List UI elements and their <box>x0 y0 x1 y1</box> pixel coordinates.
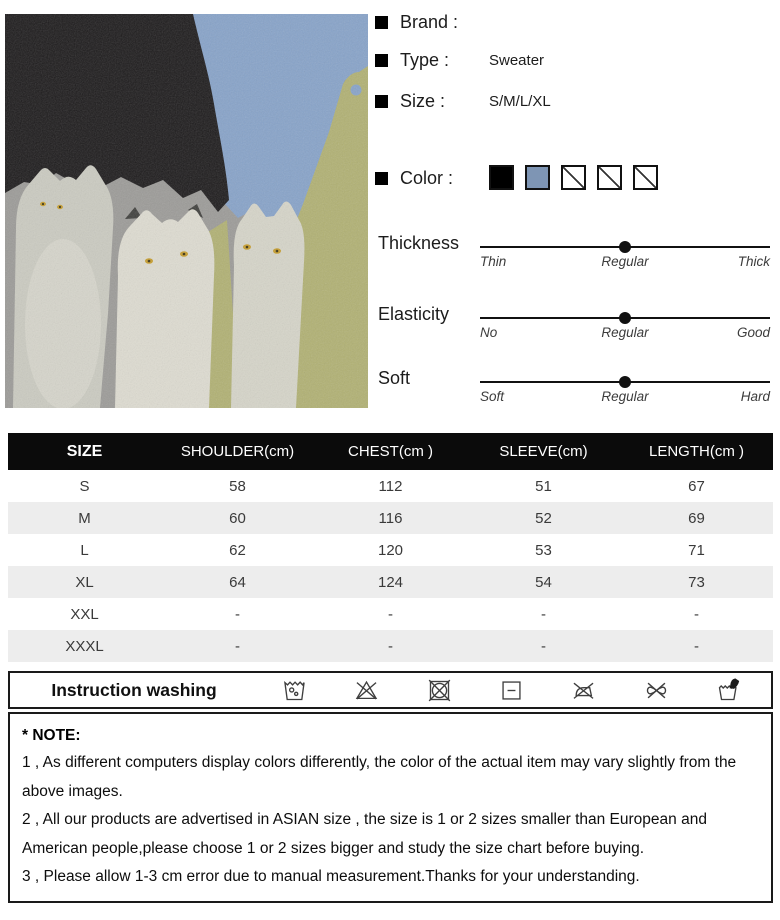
size-row <box>375 91 551 112</box>
cell: - <box>541 637 546 655</box>
dry-flat-icon <box>498 677 525 704</box>
cell: S <box>79 477 90 495</box>
cell: 71 <box>688 541 705 559</box>
elasticity-track <box>480 317 770 319</box>
color-label: Color : <box>400 168 454 188</box>
bullet-square-icon <box>375 95 388 108</box>
soft-slider <box>375 368 775 428</box>
col-shoulder: SHOULDER(cm) <box>161 433 314 470</box>
color-option-4-swatch <box>597 165 622 190</box>
brand-row <box>375 12 489 33</box>
note-line-2: 2 , All our products are advertised in ASIAN size , the size is 1 or 2 sizes smaller than European and American people,please choose 1 or 2 sizes bigger and study the size chart before buying. <box>22 811 707 857</box>
cell: - <box>694 605 699 623</box>
table-row-xl <box>8 566 773 598</box>
cell: 64 <box>229 573 246 591</box>
do-not-tumble-dry-icon <box>426 677 453 704</box>
cell: - <box>388 637 393 655</box>
bullet-square-icon <box>375 16 388 29</box>
soft-min-label: Soft <box>480 389 505 404</box>
note-line-3: 3 , Please allow 1-3 cm error due to manual measurement.Thanks for your understanding. <box>22 868 640 885</box>
cell: 52 <box>535 509 552 527</box>
thickness-mid-label: Regular <box>601 254 649 269</box>
col-chest: CHEST(cm ) <box>314 433 467 470</box>
size-chart-header-row <box>8 433 773 470</box>
cell: 51 <box>535 477 552 495</box>
note-title: * NOTE: <box>22 727 81 744</box>
cell: - <box>388 605 393 623</box>
machine-wash-icon <box>281 677 308 704</box>
cell: 53 <box>535 541 552 559</box>
do-not-wring-icon <box>643 677 670 704</box>
cell: L <box>80 541 89 559</box>
cell: - <box>235 605 240 623</box>
cell: - <box>694 637 699 655</box>
brand-label: Brand : <box>400 12 459 32</box>
thickness-slider <box>375 233 775 293</box>
cell: 54 <box>535 573 552 591</box>
bullet-square-icon <box>375 54 388 67</box>
cell: - <box>235 637 240 655</box>
type-label: Type : <box>400 50 450 70</box>
thickness-knob-icon <box>619 241 631 253</box>
color-option-3-swatch <box>561 165 586 190</box>
table-row-m <box>8 502 773 534</box>
cell: - <box>541 605 546 623</box>
cell: 58 <box>229 477 246 495</box>
product-photo <box>5 14 368 408</box>
soft-max-label: Hard <box>740 389 770 404</box>
col-length: LENGTH(cm ) <box>620 433 773 470</box>
elasticity-mid-label: Regular <box>601 325 649 340</box>
cell: 112 <box>378 477 403 495</box>
cell: 116 <box>378 509 403 527</box>
col-size: SIZE <box>8 433 161 470</box>
color-black-swatch <box>489 165 514 190</box>
size-label: Size : <box>400 91 446 111</box>
thickness-label: Thickness <box>378 233 460 253</box>
washing-icons <box>258 677 771 704</box>
color-swatches <box>489 165 658 190</box>
sweater-photo-illustration <box>5 14 368 408</box>
cell: M <box>78 509 91 527</box>
hand-wash-icon <box>715 677 742 704</box>
color-row <box>375 168 658 190</box>
col-sleeve: SLEEVE(cm) <box>467 433 620 470</box>
cell: 62 <box>229 541 246 559</box>
thickness-min-label: Thin <box>480 254 507 269</box>
note-box <box>8 712 773 903</box>
table-row-s <box>8 470 773 502</box>
cell: XXXL <box>65 637 104 655</box>
color-option-5-swatch <box>633 165 658 190</box>
cell: XL <box>75 573 94 591</box>
soft-label: Soft <box>378 368 411 388</box>
elasticity-min-label: No <box>480 325 498 340</box>
note-line-1: 1 , As different computers display colors differently, the color of the actual item may vary slightly from the above images. <box>22 754 737 800</box>
type-value: Sweater <box>489 52 545 69</box>
color-blue-swatch <box>525 165 550 190</box>
size-value: S/M/L/XL <box>489 93 551 110</box>
cell: XXL <box>70 605 99 623</box>
soft-knob-icon <box>619 376 631 388</box>
cell: 69 <box>688 509 705 527</box>
elasticity-label: Elasticity <box>378 304 450 324</box>
elasticity-max-label: Good <box>736 325 770 340</box>
elasticity-knob-icon <box>619 312 631 324</box>
washing-instructions-bar <box>8 671 773 709</box>
soft-track <box>480 381 770 383</box>
washing-title: Instruction washing <box>51 679 217 700</box>
table-row-xxxl <box>8 630 773 662</box>
do-not-iron-icon <box>570 677 597 704</box>
thickness-track <box>480 246 770 248</box>
cell: 124 <box>377 573 404 591</box>
cell: 60 <box>229 509 246 527</box>
cell: 73 <box>688 573 705 591</box>
table-row-xxl <box>8 598 773 630</box>
thickness-max-label: Thick <box>737 254 770 269</box>
table-row-l <box>8 534 773 566</box>
do-not-bleach-icon <box>353 677 380 704</box>
type-row <box>375 50 544 71</box>
cell: 67 <box>688 477 705 495</box>
elasticity-slider <box>375 304 775 364</box>
cell: 120 <box>377 541 404 559</box>
size-chart-table <box>8 433 773 662</box>
product-info-panel <box>375 0 775 420</box>
bullet-square-icon <box>375 172 388 185</box>
soft-mid-label: Regular <box>601 389 649 404</box>
